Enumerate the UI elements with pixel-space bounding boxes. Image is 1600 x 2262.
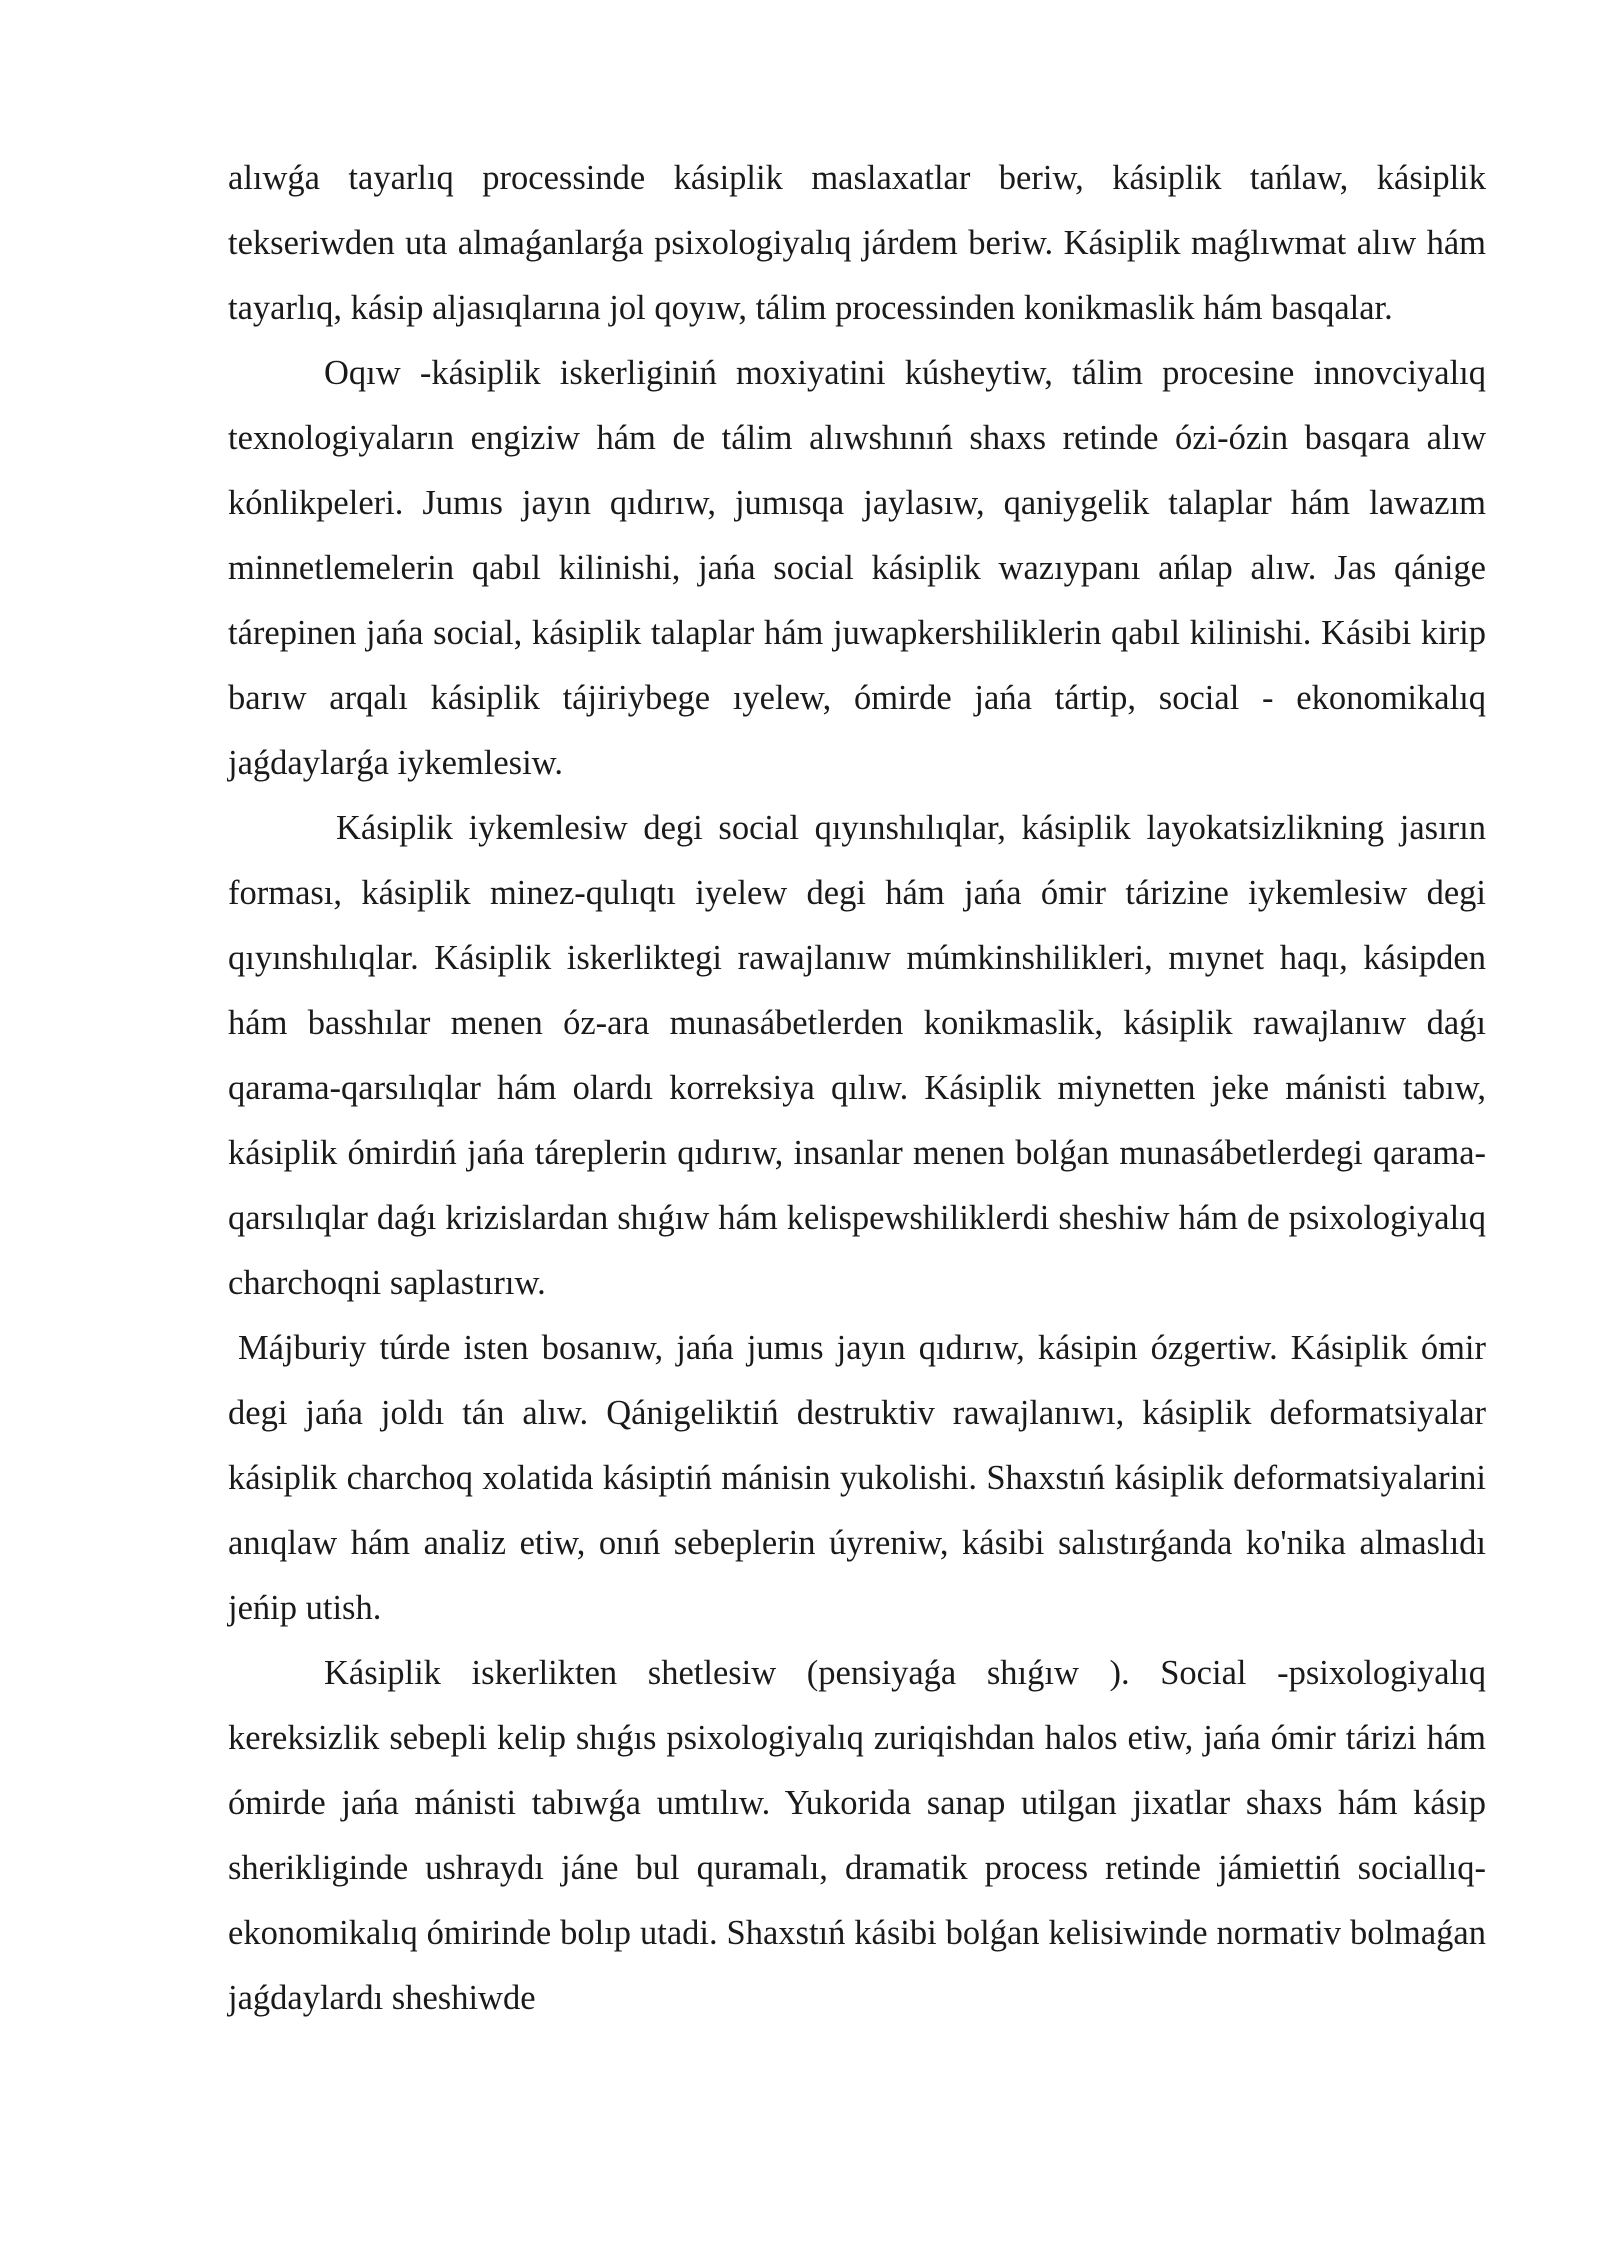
paragraph-1: alıwǵa tayarlıq processinde kásiplik maslaxatlar beriw, kásiplik tańlaw, kásiplik tekseriwden uta almaǵanlarǵa psixologiyalıq járdem beriw. Kásiplik maǵlıwmat alıw hám tayarlıq, kásip aljasıqlarına jol qoyıw, tálim processinden konikmaslik hám basqalar.	[228, 159, 1486, 327]
paragraph-5: Kásiplik iskerlikten shetlesiw (pensiyaǵa shıǵıw ). Social -psixologiyalıq kereksizlik sebepli kelip shıǵıs psixologiyalıq zuriqishdan halos etiw, jańa ómir tárizi hám ómirde jańa mánisti tabıwǵa umtılıw. Yukorida sanap utilgan jixatlar shaxs hám kásip sherikliginde ushraydı jáne bul quramalı, dramatik process retinde jámiettiń sociallıq-ekonomikalıq ómirinde bolıp utadi. Shaxstıń kásibi bolǵan kelisiwinde normativ bolmaǵan jaǵdaylardı sheshiwde	[228, 1654, 1486, 2017]
paragraph-2: Oqıw -kásiplik iskerliginiń moxiyatini kúsheytiw, tálim procesine innovciyalıq texnologiyaların engiziw hám de tálim alıwshınıń shaxs retinde ózi-ózin basqara alıw kónlikpeleri. Jumıs jayın qıdırıw, jumısqa jaylasıw, qaniygelik talaplar hám lawazım minnetlemelerin qabıl kilinishi, jańa social kásiplik wazıypanı ańlap alıw. Jas qánige tárepinen jańa social, kásiplik talaplar hám juwapkershiliklerin qabıl kilinishi. Kásibi kirip barıw arqalı kásiplik tájiriybege ıyelew, ómirde jańa tártip, social - ekonomikalıq jaǵdaylarǵa iykemlesiw.	[228, 354, 1486, 782]
document-body	[228, 146, 1486, 2031]
paragraph-4: Májburiy túrde isten bosanıw, jańa jumıs jayın qıdırıw, kásipin ózgertiw. Kásiplik ómir degi jańa joldı tán alıw. Qánigeliktiń destruktiv rawajlanıwı, kásiplik deformatsiyalar kásiplik charchoq xolatida kásiptiń mánisin yukolishi. Shaxstıń kásiplik deformatsiyalarini anıqlaw hám analiz etiw, onıń sebeplerin úyreniw, kásibi salıstırǵanda ko'nika almaslıdı jeńip utish.	[228, 1329, 1486, 1627]
paragraph-3: Kásiplik iykemlesiw degi social qıyınshılıqlar, kásiplik layokatsizlikning jasırın forması, kásiplik minez-qulıqtı iyelew degi hám jańa ómir tárizine iykemlesiw degi qıyınshılıqlar. Kásiplik iskerliktegi rawajlanıw múmkinshilikleri, mıynet haqı, kásipden hám basshılar menen óz-ara munasábetlerden konikmaslik, kásiplik rawajlanıw daǵı qarama-qarsılıqlar hám olardı korreksiya qılıw. Kásiplik miynetten jeke mánisti tabıw, kásiplik ómirdiń jańa táreplerin qıdırıw, insanlar menen bolǵan munasábetlerdegi qarama-qarsılıqlar daǵı krizislardan shıǵıw hám kelispewshiliklerdi sheshiw hám de psixologiyalıq charchoqni saplastırıw.	[228, 809, 1486, 1302]
